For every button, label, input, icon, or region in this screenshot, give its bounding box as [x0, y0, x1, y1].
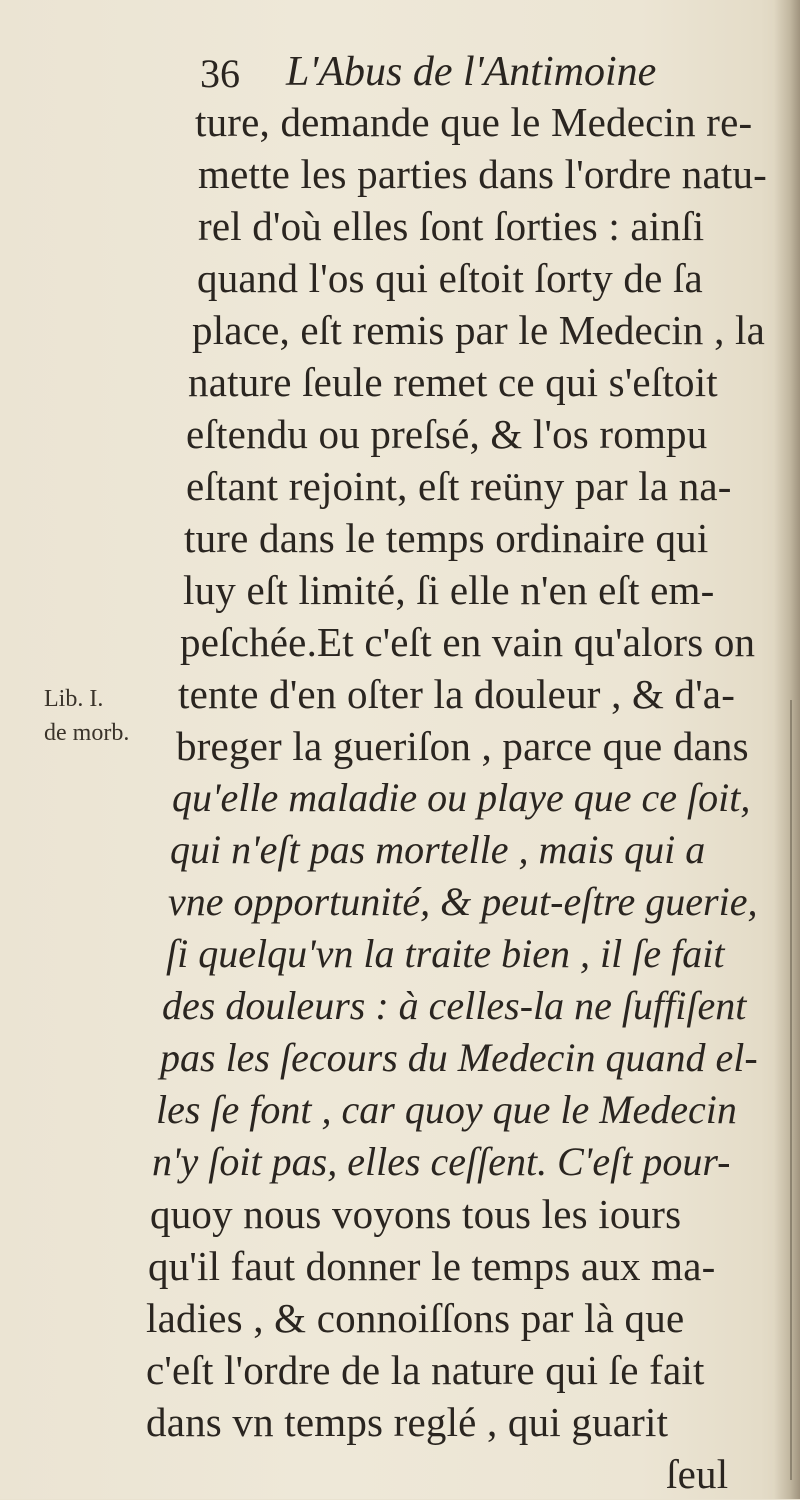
margin-note-line: de morb. — [44, 720, 130, 746]
text-line: eſtant rejoint, eſt reüny par la na- — [186, 463, 732, 509]
text-line: breger la gueriſon , parce que dans — [176, 723, 749, 769]
text-line-italic: n'y ſoit pas, elles ceſſent. C'eſt pour- — [152, 1139, 731, 1184]
text-line: mette les parties dans l'ordre natu- — [198, 151, 768, 197]
text-line: quand l'os qui eſtoit ſorty de ſa — [197, 255, 703, 301]
text-line-italic: pas les ſecours du Medecin quand el- — [160, 1035, 758, 1080]
page-number: 36 — [200, 51, 240, 96]
text-line: c'eſt l'ordre de la nature qui ſe fait — [146, 1347, 705, 1393]
page-header — [200, 46, 760, 102]
page-edge-line — [790, 700, 792, 1480]
margin-note-line: Lib. I. — [44, 686, 104, 712]
margin-note — [44, 682, 174, 750]
text-line: dans vn temps reglé , qui guarit — [146, 1399, 669, 1445]
text-line: ture, demande que le Medecin re- — [195, 99, 753, 145]
text-line: tente d'en oſter la douleur , & d'a- — [178, 671, 736, 717]
text-line-italic: des douleurs : à celles-la ne ſuffiſent — [162, 983, 747, 1028]
text-line: luy eſt limité, ſi elle n'en eſt em- — [183, 567, 715, 613]
text-line-italic: vne opportunité, & peut-eſtre guerie, — [168, 879, 758, 924]
text-line: nature ſeule remet ce qui s'eſtoit — [188, 359, 718, 405]
text-line: rel d'où elles ſont ſorties : ainſi — [198, 203, 705, 249]
text-line: peſchée.Et c'eſt en vain qu'alors on — [180, 619, 756, 665]
page-gutter-shadow — [774, 0, 800, 1499]
text-line: eſtendu ou preſsé, & l'os rompu — [186, 411, 708, 457]
text-line: place, eſt remis par le Medecin , la — [192, 307, 765, 353]
catchword: ſeul — [666, 1451, 729, 1497]
text-line-italic: ſi quelqu'vn la traite bien , il ſe fait — [166, 931, 725, 976]
text-line: ladies , & connoiſſons par là que — [146, 1295, 685, 1341]
running-title: L'Abus de l'Antimoine — [286, 49, 657, 95]
text-line: ture dans le temps ordinaire qui — [184, 515, 709, 561]
text-line-italic: qui n'eſt pas mortelle , mais qui a — [170, 827, 706, 872]
text-line-italic: les ſe font , car quoy que le Medecin — [156, 1087, 737, 1132]
text-line-italic: qu'elle maladie ou playe que ce ſoit, — [172, 775, 751, 820]
text-line: qu'il faut donner le temps aux ma- — [148, 1243, 716, 1289]
text-line: quoy nous voyons tous les iours — [150, 1191, 682, 1237]
